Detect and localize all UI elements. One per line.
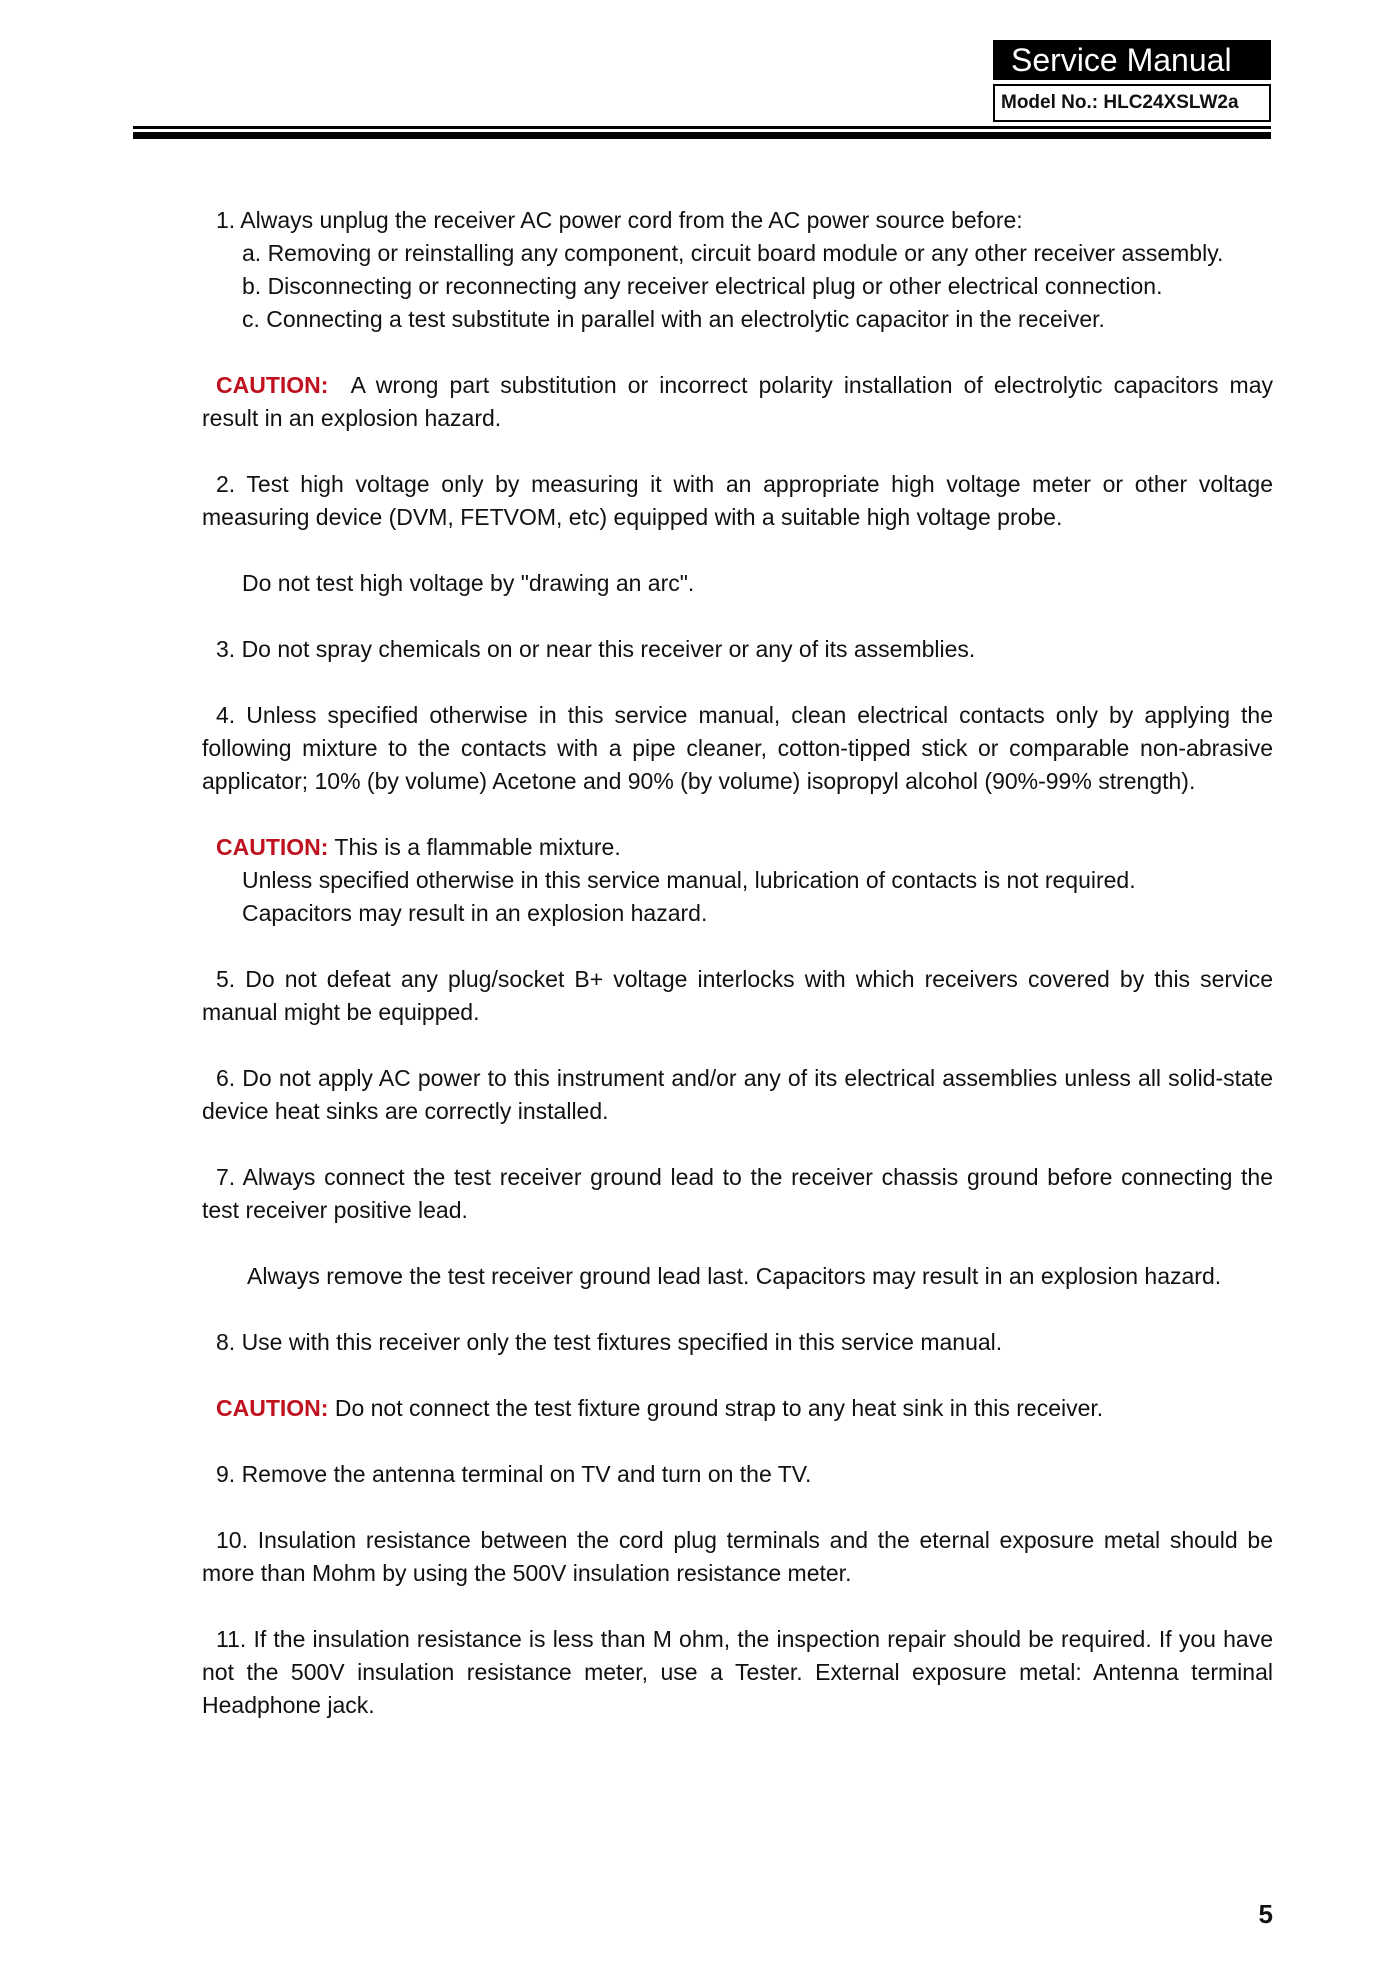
page-number: 5	[1258, 1899, 1273, 1929]
instruction-11: 11. If the insulation resistance is less than M ohm, the inspection repair should be required. If you have not the 500V insulation resistance meter, use a Tester. External exposure metal: Antenna terminal Headphone jack.	[202, 1626, 1273, 1718]
caution-label: CAUTION:	[216, 1395, 329, 1421]
page-header	[993, 40, 1271, 122]
instruction-10: 10. Insulation resistance between the cord plug terminals and the eternal exposure metal should be more than Mohm by using the 500V insulation resistance meter.	[202, 1527, 1273, 1586]
instruction-6: 6. Do not apply AC power to this instrument and/or any of its electrical assemblies unless all solid-state device heat sinks are correctly installed.	[202, 1065, 1273, 1124]
caution-2-line-3: Capacitors may result in an explosion hazard.	[242, 900, 708, 926]
caution-3	[202, 1392, 1273, 1425]
header-title: Service Manual	[993, 40, 1271, 80]
caution-1	[202, 369, 1273, 435]
instruction-7-note: Always remove the test receiver ground lead last. Capacitors may result in an explosion hazard.	[247, 1263, 1222, 1289]
instruction-2: 2. Test high voltage only by measuring it with an appropriate high voltage meter or other voltage measuring device (DVM, FETVOM, etc) equipped with a suitable high voltage probe.	[202, 471, 1273, 530]
instruction-5: 5. Do not defeat any plug/socket B+ voltage interlocks with which receivers covered by this service manual might be equipped.	[202, 966, 1273, 1025]
instruction-8: 8. Use with this receiver only the test fixtures specified in this service manual.	[216, 1329, 1003, 1355]
caution-2-line-2: Unless specified otherwise in this service manual, lubrication of contacts is not required.	[242, 867, 1136, 893]
caution-3-text: Do not connect the test fixture ground strap to any heat sink in this receiver.	[334, 1395, 1104, 1421]
caution-label: CAUTION:	[216, 834, 329, 860]
instruction-1b: b. Disconnecting or reconnecting any receiver electrical plug or other electrical connection.	[242, 273, 1163, 299]
header-rule	[133, 126, 1271, 136]
instruction-2-note: Do not test high voltage by "drawing an arc".	[242, 570, 695, 596]
instruction-4: 4. Unless specified otherwise in this service manual, clean electrical contacts only by applying the following mixture to the contacts with a pipe cleaner, cotton-tipped stick or comparable non-abrasive applicator; 10% (by volume) Acetone and 90% (by volume) isopropyl alcohol (90%-99% strength).	[202, 702, 1273, 794]
caution-2-text: This is a flammable mixture.	[334, 834, 621, 860]
instruction-7: 7. Always connect the test receiver ground lead to the receiver chassis ground before connecting the test receiver positive lead.	[202, 1164, 1273, 1223]
caution-1-text: A wrong part substitution or incorrect polarity installation of electrolytic capacitors may result in an explosion hazard.	[202, 372, 1273, 431]
instruction-1c: c. Connecting a test substitute in parallel with an electrolytic capacitor in the receiver.	[242, 306, 1105, 332]
caution-label: CAUTION:	[216, 372, 329, 398]
model-number: Model No.: HLC24XSLW2a	[993, 84, 1271, 122]
instruction-9: 9. Remove the antenna terminal on TV and turn on the TV.	[216, 1461, 812, 1487]
caution-2	[202, 831, 1273, 864]
instruction-1a: a. Removing or reinstalling any component, circuit board module or any other receiver assembly.	[242, 240, 1224, 266]
safety-instructions	[202, 204, 1273, 1722]
instruction-3: 3. Do not spray chemicals on or near this receiver or any of its assemblies.	[216, 636, 976, 662]
instruction-1: 1. Always unplug the receiver AC power cord from the AC power source before:	[216, 207, 1023, 233]
